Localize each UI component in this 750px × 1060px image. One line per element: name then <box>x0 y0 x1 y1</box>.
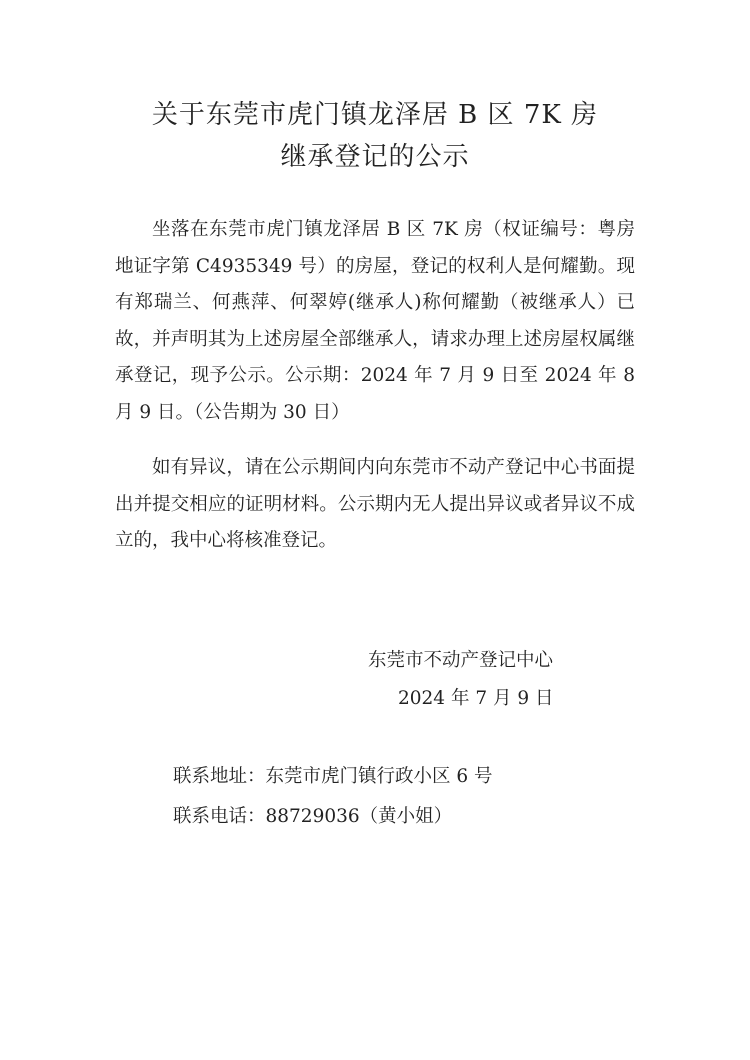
issuer-name: 东莞市不动产登记中心 <box>368 650 554 671</box>
notice-title-line2: 继承登记的公示 <box>280 142 470 172</box>
issue-date: 2024 年 7 月 9 日 <box>398 688 554 709</box>
contact-phone: 联系电话：88729036（黄小姐） <box>173 806 453 827</box>
notice-paragraph-2: 如有异议，请在公示期间内向东莞市不动产登记中心书面提出并提交相应的证明材料。公示期内无人提出异议或者异议不成立的，我中心将核准登记。 <box>115 457 635 551</box>
notice-paragraph-1: 坐落在东莞市虎门镇龙泽居 B 区 7K 房（权证编号：粤房地证字第 C4935349 号）的房屋，登记的权利人是何耀勤。现有郑瑞兰、何燕萍、何翠婷(继承人)称何耀勤（被继承人）已故，并声明其为上述房屋全部继承人，请求办理上述房屋权属继承登记，现予公示。公示期：2024 年 7 月 9 日至 2024 年 8 月 9 日。（公告期为 30 日） <box>115 219 635 423</box>
notice-title-line1: 关于东莞市虎门镇龙泽居 B 区 7K 房 <box>151 100 599 130</box>
contact-address: 联系地址：东莞市虎门镇行政小区 6 号 <box>173 766 493 787</box>
